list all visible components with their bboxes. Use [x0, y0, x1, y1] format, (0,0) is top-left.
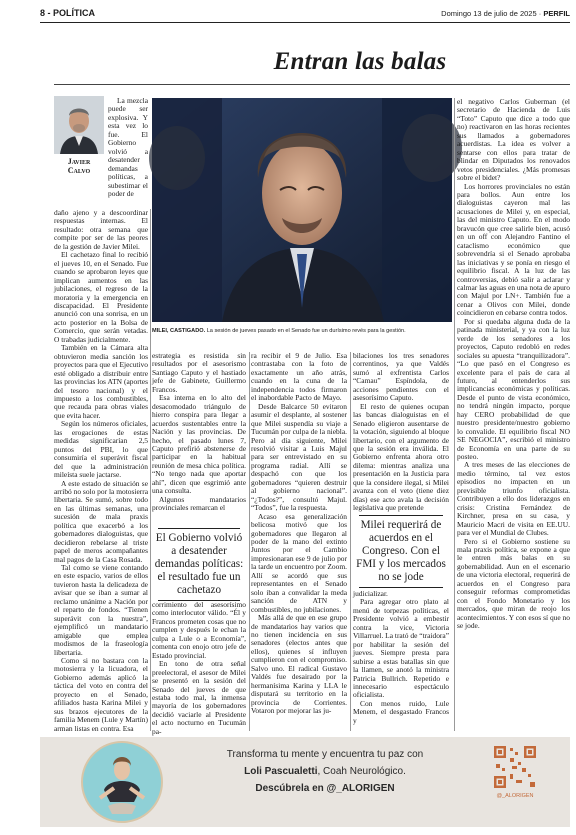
ad-cta: Descúbrela en @_ALORIGEN	[255, 783, 395, 794]
ad-name-rest: , Coah Neurológico.	[317, 766, 406, 777]
main-photo	[152, 98, 452, 322]
pull-quote-1	[152, 528, 246, 601]
qr-caption: @_ALORIGEN	[496, 793, 534, 799]
brand-name: PERFIL	[543, 9, 570, 18]
author-photo	[54, 96, 104, 154]
ad-line-1: Transforma tu mente y encuentra tu paz con	[226, 749, 424, 760]
ad-text	[180, 749, 470, 794]
article-title: Entran las balas	[273, 48, 447, 75]
column-1-top: La mezcla puede ser explosiva. Y esta vez lo fue. El Gobierno volvió a desatender demandas políticas, a subestimar el poder de	[108, 96, 148, 198]
author-name	[54, 157, 104, 175]
author-last: Calvo	[67, 166, 91, 175]
column-5: el negativo Carlos Guberman (el secretario de Hacienda de Luis “Toto” Caputo que dice a todo que no) reactivaron en las horas recientes sus llamados a gobernadores acuerdistas. La idea es volver a sentarse con ellos para tratar de blindar en Diputados los renovados vetos presidenciales. ¿Más promesas sobre el bidet? Los horrores provinciales no están para bollos. Aun entre los dialoguistas cayeron mal las acusaciones de Milei y, en especial, las del ministro Caputo. En el modo bravucón que cree salirle bien, acusó en un off con Alejandro Fantino el cataclismo económico que sobrevendría si el Senado aprobaba las iniciativas y se ponía en riesgo el equilibrio fiscal. A la luz de las controversias, debió salir a aclarar y calmar las aguas en una nota de apuro con Majul por LN+. También fue a cenar a Olivos con Milei, donde coincidieron en cebarse contra todos. Por si quedaba alguna duda de la patinada ministerial, y ya con la luz verde de los senadores a los proyectos, Caputo redobló en redes sociales su apuesta “tranquilizadora”. “Lo que pasó en el Congreso es excelente para el país de cara al futuro, al entenderlos sus implicancias económicas y políticas. Desde el punto de vista económico, no tendrá ningún impacto, porque hay CERO probabilidad de que nuestro presidente/nuestro gobierno lo convalide. El equilibrio fiscal NO SE NEGOCIA”, escribió el ministro de Economía en una parte de su posteo. A tres meses de las elecciones de medio término, tal vez estos episodios no impacten en un previsible triunfo oficialista. Contribuyen a ello dos liderazgos en crisis: Cristina Fernández de Kirchner, presa en su casa, y Mauricio Macri de visita en EE.UU. para ver el Mundial de Clubes. Pero si el Gobierno sostiene su mala praxis política, se expone a que le entren más balas en su gobernabilidad. Aun en el escenario de una victoria electoral, requerirá de acuerdos en el Congreso para conseguir reformas comprometidas con el Fondo Monetario y los mercados, que miran de reojo los acontecimientos. Y con esos sí que no se jode.	[457, 97, 570, 631]
qr-code-icon	[492, 744, 538, 790]
column-divider	[150, 209, 151, 731]
caption-text: La sesión de jueves pasado en el Senado fue un durísimo revés para la gestión.	[205, 328, 406, 334]
column-3: ra recibir el 9 de Julio. Esa contrastaba con la foto de exactamente un año atrás, cuando en la cuna de la independencia todos firmaron el inabordable Pacto de Mayo. Desde Balcarce 50 evitaron asumir el desplante, al sostener que Milei suspendía su viaje a Tucumán por culpa de la niebla. Pero al día siguiente, Milei resolvió visitar a Luis Majul para ser entrevistado en su programa radial. Allí se despachó con que los gobernadores “quieren destruir al gobierno nacional”. “¿Todos?”, consultó Majul. “Todos”, fue la respuesta. Acaso esa generalización belicosa motivó que los gobernadores que llegaron al poder de la mano del extinto Juntos por el Cambio impresionaran ese 9 de julio por la tarde un encuentro por Zoom. Allí se acordó que sus representantes en el Senado solo iban a convalidar la meda sanción de ATN y combustibles, no jubilaciones. Más allá de que en ese grupo de mandatarios hay varios que no tienen incidencia en sus senadores (electos antes que ellos), quienes sí influyen cumplieron con el compromiso. Salvo uno. El radical Gustavo Valdés fue desairado por la hermanísima Karina y LLA le disputará su territorio en la provincia de Corrientes. Votaron por mejorar las ju-	[251, 351, 347, 716]
issue-date: Domingo 13 de julio de 2025	[441, 9, 537, 18]
column-4: bilaciones los tres senadores correntinos, ya que Valdés sumó al exfrentista Carlos “Camau” Espíndola, de acciones pendientes con el asesorísimo Caputo. El resto de quienes ocupan las bancas dialoguistas en el Senado eligieron ausentarse de la votación, siguiendo al bloque libertario, con el argumento de que la sesión era inválida. El Gobierno enfrenta ahora otro dilema: mientras analiza una presentación en la Justicia para que la considere ilegal, si Milei avanza con el veto (tiene diez días) ese acto avala la decisión legislativa que pretende	[353, 351, 449, 513]
pull-quote-2-text: Milei requerirá de acuerdos en el Congreso. Con el FMI y los mercados no se jode	[356, 519, 446, 583]
pull-quote-1-text: El Gobierno volvió a desatender demandas políticas: el resultado fue un cachetazo	[154, 532, 244, 596]
column-divider	[454, 98, 455, 731]
title-rule	[54, 84, 570, 85]
ad-name: Loli Pascualetti	[244, 766, 318, 777]
column-divider	[249, 352, 250, 731]
column-divider	[350, 352, 351, 731]
advertisement	[40, 737, 570, 827]
caption-lead: MILEI, CASTIGADO.	[152, 328, 206, 334]
photo-caption	[152, 328, 452, 335]
page-header: 8 - POLÍTICA Domingo 13 de julio de 2025 · PERFIL	[40, 8, 570, 18]
column-4-bottom: judicializar. Para agregar otro plato al menú de torpezas políticas, el Presidente volvió a embestir contra la vice, Victoria Villarruel. La trató de “traidora” por habilitar la sesión del jueves. Siempre presta para subirse a estas batallas sin que la llamen, se anotó la ministra Patricia Bullrich. Repetido e innecesario espectáculo oficialista. Con menos ruido, Lule Menem, el desgastado Francos y	[353, 589, 449, 725]
header-rule	[40, 22, 570, 23]
ad-photo	[82, 740, 162, 824]
section-label: 8 - POLÍTICA	[40, 8, 96, 18]
author-first: Javier	[67, 157, 91, 166]
column-2-bottom: corrimiento del asesorísimo como interlocutor válido. “Él y Francos prometen cosas que no cumplen y después le echan la culpa a Lule o a Economía”, comenta con enojo otro jefe de Estado provincial. En tono de otra señal preelectoral, el asesor de Milei se presentó en la sesión del Senado del jueves de que estaba todo mal, la inmensa mayoría de los gobernadores decidió vaciarle al Presidente el acto nocturno en Tucumán pa-	[152, 600, 246, 736]
column-1: daño ajeno y a descoordinar respuestas internas. El resultado: otra semana que compite por ser de las peores de la gestión de Javier Milei. El cachetazo final lo recibió el jueves 10, en el Senado. Fue cuando se aprobaron leyes que implican aumentos en las jubilaciones, el regreso de la moratoria y la emergencia en discapacidad. El Presidente anunció con una sonrisa, en un acto posterior en la Bolsa de Comercio, que serán vetadas. O trabadas judicialmente. También en la Cámara alta obtuvieron media sanción los proyectos para que el Ejecutivo esté obligado a distribuir entre las provincias los ATN (aportes del tesoro nacional) y el impuesto a los combustibles, que recauda para obras viales que evita hacer. Según los números oficiales, las erogaciones de estas medidas significarían 2,5 puntos del PBI, lo que consumiría el superávit fiscal del que la administración mileísta suele jactarse. A este estado de situación se arribó no solo por la motosierra libertaria. Se sumó, sobre todo en las últimas semanas, una sucesión de mala praxis política que exacerbó a los gobernadores dialoguistas, que decidieron rebelarse al triste papel de meros acompañantes mal pagos de la Casa Rosada. Tal como se viene contando en este espacio, varios de ellos tuvieron hasta la delicadeza de avisar que se iban a sumar al reclamo unánime a Nación por el reparto de fondos. “Tienen superávit con la nuestra”, ejemplificó un mandatario amigable que emplea modismos de la fraseología libertaria. Como si no bastara con la motosierra y la licuadora, el Gobierno además aplicó la táctica del voto en contra del proyecto en el Senado, afiliados hasta Karina Milei y sus brazos ejecutores de la familia Menem (Lule y Martín) arman listas en contra. Esa	[54, 208, 148, 733]
pull-quote-2	[353, 515, 449, 588]
column-2: estrategia es resistida sin resultados por el asesorismo Santiago Caputo y el hastiado jefe de Gabinete, Guillermo Francos. Esa interna en lo alto del desacomodado triángulo de hierro conspira para llegar a acuerdos sustentables entre la Nación y las provincias. De hecho, el pasado lunes 7, Caputo prefirió abstenerse de participar en la habitual reunión de mesa chica política. “No tengo nada que aportar ahí”, dicen que esgrimió ante una consulta. Algunos mandatarios provinciales remarcan el	[152, 351, 246, 513]
